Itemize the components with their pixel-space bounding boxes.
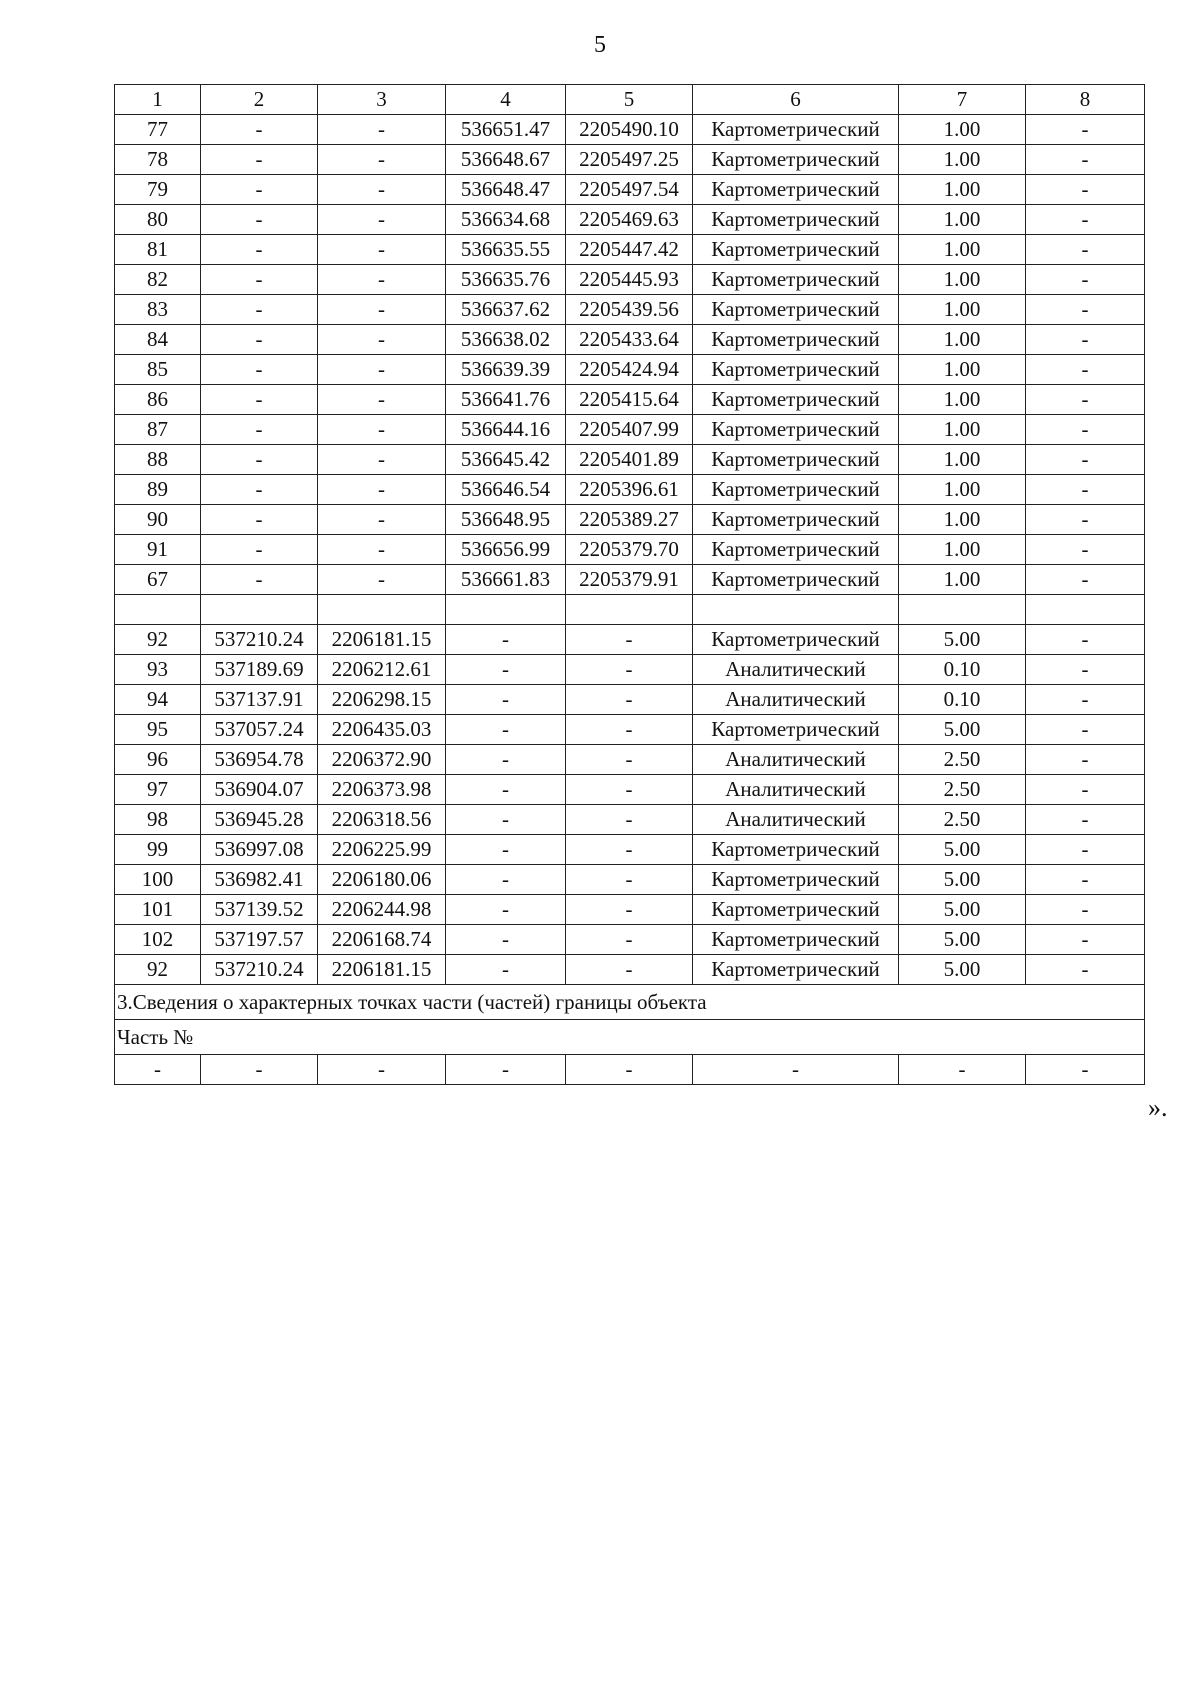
table-cell: -	[201, 115, 318, 145]
table-cell: -	[318, 535, 446, 565]
table-cell: 80	[115, 205, 201, 235]
table-cell: -	[446, 865, 566, 895]
table-cell: -	[446, 715, 566, 745]
table-cell: 536661.83	[446, 565, 566, 595]
table-cell: -	[1026, 565, 1145, 595]
table-cell: 2206373.98	[318, 775, 446, 805]
table-cell: 2.50	[899, 775, 1026, 805]
table-cell: 1.00	[899, 475, 1026, 505]
table-cell: 1.00	[899, 355, 1026, 385]
table-cell: Картометрический	[693, 355, 899, 385]
table-cell: -	[201, 415, 318, 445]
table-cell: -	[1026, 895, 1145, 925]
table-cell: 5.00	[899, 835, 1026, 865]
table-row	[115, 865, 1145, 895]
table-cell: -	[1026, 625, 1145, 655]
table-cell: -	[318, 385, 446, 415]
table-cell: Аналитический	[693, 745, 899, 775]
table-cell: 2.50	[899, 745, 1026, 775]
table-row	[115, 175, 1145, 205]
table-cell: Картометрический	[693, 175, 899, 205]
table-row	[115, 265, 1145, 295]
table-cell: -	[1026, 295, 1145, 325]
table-cell: -	[318, 205, 446, 235]
table-cell: -	[566, 865, 693, 895]
table-cell: Картометрический	[693, 715, 899, 745]
table-cell: 101	[115, 895, 201, 925]
table-cell: 1.00	[899, 145, 1026, 175]
header-cell: 3	[318, 85, 446, 115]
table-cell: Картометрический	[693, 475, 899, 505]
table-cell: -	[566, 835, 693, 865]
table-cell: -	[201, 565, 318, 595]
table-row	[115, 415, 1145, 445]
table-row	[115, 505, 1145, 535]
table-row	[115, 835, 1145, 865]
table-cell: Картометрический	[693, 895, 899, 925]
table-cell: 83	[115, 295, 201, 325]
table-cell: 2206168.74	[318, 925, 446, 955]
table-cell: 536904.07	[201, 775, 318, 805]
table-cell: -	[566, 715, 693, 745]
table-cell: -	[318, 1055, 446, 1085]
table-cell	[318, 595, 446, 625]
table-row	[115, 145, 1145, 175]
header-cell: 6	[693, 85, 899, 115]
table-cell: 2206318.56	[318, 805, 446, 835]
table-cell: Картометрический	[693, 625, 899, 655]
table-cell: -	[1026, 205, 1145, 235]
table-cell: -	[201, 325, 318, 355]
table-cell: -	[318, 235, 446, 265]
table-cell: -	[1026, 175, 1145, 205]
table-row	[115, 565, 1145, 595]
table-cell: 536982.41	[201, 865, 318, 895]
table-cell: -	[318, 295, 446, 325]
table-cell: -	[318, 475, 446, 505]
table-cell: 2206225.99	[318, 835, 446, 865]
table-cell: 81	[115, 235, 201, 265]
table-cell: 0.10	[899, 655, 1026, 685]
table-cell: -	[446, 655, 566, 685]
table-row	[115, 295, 1145, 325]
table-cell: -	[318, 565, 446, 595]
table-cell: 2206372.90	[318, 745, 446, 775]
table-row	[115, 895, 1145, 925]
table-cell: 1.00	[899, 115, 1026, 145]
header-cell: 2	[201, 85, 318, 115]
table-cell: 5.00	[899, 925, 1026, 955]
table-cell: 90	[115, 505, 201, 535]
table-cell: 1.00	[899, 445, 1026, 475]
table-cell: 2206298.15	[318, 685, 446, 715]
table-cell: -	[566, 655, 693, 685]
closing-quote: ».	[1148, 1093, 1168, 1122]
table-cell: -	[446, 835, 566, 865]
table-cell: -	[201, 385, 318, 415]
table-cell: -	[1026, 415, 1145, 445]
table-cell: 536634.68	[446, 205, 566, 235]
table-cell: -	[318, 175, 446, 205]
table-cell: 536641.76	[446, 385, 566, 415]
table-row	[115, 445, 1145, 475]
table-cell: 1.00	[899, 265, 1026, 295]
table-cell: 536635.55	[446, 235, 566, 265]
table-cell: 537137.91	[201, 685, 318, 715]
page-number: 5	[594, 32, 606, 58]
table-cell: -	[318, 115, 446, 145]
table-cell: -	[1026, 235, 1145, 265]
table-cell: 536635.76	[446, 265, 566, 295]
table-cell: Аналитический	[693, 685, 899, 715]
table-cell: 82	[115, 265, 201, 295]
table-cell: 2205396.61	[566, 475, 693, 505]
table-cell: 99	[115, 835, 201, 865]
table-cell: 536656.99	[446, 535, 566, 565]
table-cell: -	[566, 775, 693, 805]
table-cell: 2.50	[899, 805, 1026, 835]
table-row	[115, 205, 1145, 235]
table-cell: 94	[115, 685, 201, 715]
table-row	[115, 235, 1145, 265]
table-cell: -	[1026, 385, 1145, 415]
table-cell: 2206180.06	[318, 865, 446, 895]
table-cell: 2205389.27	[566, 505, 693, 535]
table-cell: -	[1026, 145, 1145, 175]
section-heading: 3.Сведения о характерных точках части (частей) границы объекта	[115, 985, 1145, 1020]
table-cell: -	[446, 685, 566, 715]
table-cell: -	[1026, 955, 1145, 985]
table-cell: -	[201, 235, 318, 265]
table-cell: -	[201, 355, 318, 385]
table-cell: -	[201, 505, 318, 535]
header-row	[115, 85, 1145, 115]
table-cell: -	[566, 955, 693, 985]
table-cell: -	[693, 1055, 899, 1085]
table-row	[115, 355, 1145, 385]
table-cell: 2205490.10	[566, 115, 693, 145]
table-cell	[693, 595, 899, 625]
table-cell: 97	[115, 775, 201, 805]
table-cell: -	[1026, 655, 1145, 685]
table-cell: -	[318, 355, 446, 385]
table-cell: 536651.47	[446, 115, 566, 145]
table-cell: 5.00	[899, 865, 1026, 895]
table-cell: 2205439.56	[566, 295, 693, 325]
table-cell: Картометрический	[693, 385, 899, 415]
table-cell: -	[446, 895, 566, 925]
table-cell: -	[566, 895, 693, 925]
table-cell: -	[446, 1055, 566, 1085]
table-cell: -	[318, 505, 446, 535]
table-cell: 537189.69	[201, 655, 318, 685]
table-cell: -	[201, 535, 318, 565]
table-cell	[201, 595, 318, 625]
table-cell: -	[1026, 925, 1145, 955]
table-cell: 537197.57	[201, 925, 318, 955]
table-cell: 1.00	[899, 415, 1026, 445]
table-cell: -	[201, 205, 318, 235]
table-cell: Аналитический	[693, 805, 899, 835]
table-cell: 87	[115, 415, 201, 445]
table-cell: -	[566, 1055, 693, 1085]
table-cell: -	[446, 625, 566, 655]
table-row	[115, 805, 1145, 835]
table-cell: Картометрический	[693, 955, 899, 985]
table-cell: 98	[115, 805, 201, 835]
table-cell: Картометрический	[693, 145, 899, 175]
table-cell: 2206181.15	[318, 625, 446, 655]
table-cell: 1.00	[899, 295, 1026, 325]
table-cell: 2205379.91	[566, 565, 693, 595]
table-cell: 2205497.54	[566, 175, 693, 205]
table-cell	[1026, 595, 1145, 625]
table-cell: 536637.62	[446, 295, 566, 325]
table-cell: -	[318, 445, 446, 475]
table-cell: 2205497.25	[566, 145, 693, 175]
table-cell: 96	[115, 745, 201, 775]
table-cell: -	[201, 1055, 318, 1085]
table-cell: 536648.95	[446, 505, 566, 535]
table-cell: 537057.24	[201, 715, 318, 745]
table-cell: 537139.52	[201, 895, 318, 925]
table-row	[115, 925, 1145, 955]
table-row	[115, 715, 1145, 745]
table-cell: Картометрический	[693, 295, 899, 325]
table-cell: 67	[115, 565, 201, 595]
table-cell: -	[1026, 115, 1145, 145]
table-cell: -	[318, 265, 446, 295]
table-cell: 2205415.64	[566, 385, 693, 415]
table-cell: 91	[115, 535, 201, 565]
table-cell: -	[1026, 505, 1145, 535]
table-cell: 1.00	[899, 205, 1026, 235]
table-cell: 1.00	[899, 565, 1026, 595]
table-row	[115, 535, 1145, 565]
table-cell: 2205447.42	[566, 235, 693, 265]
table-cell: -	[446, 805, 566, 835]
header-cell: 1	[115, 85, 201, 115]
table-cell: 85	[115, 355, 201, 385]
table-cell: 2205424.94	[566, 355, 693, 385]
table-row	[115, 745, 1145, 775]
table-cell: Картометрический	[693, 235, 899, 265]
table-cell: -	[1026, 475, 1145, 505]
table-cell: -	[446, 955, 566, 985]
table-cell: Картометрический	[693, 835, 899, 865]
table-cell: -	[446, 745, 566, 775]
table-cell: -	[318, 325, 446, 355]
table-cell: 5.00	[899, 715, 1026, 745]
table-cell: 93	[115, 655, 201, 685]
table-cell: 536646.54	[446, 475, 566, 505]
table-cell: Картометрический	[693, 325, 899, 355]
table-cell: -	[899, 1055, 1026, 1085]
table-cell: Картометрический	[693, 205, 899, 235]
part-label: Часть №	[115, 1020, 1145, 1055]
header-cell: 8	[1026, 85, 1145, 115]
table-cell: -	[1026, 535, 1145, 565]
table-cell: 102	[115, 925, 201, 955]
table-cell: 92	[115, 955, 201, 985]
table-row	[115, 685, 1145, 715]
table-cell: Картометрический	[693, 535, 899, 565]
table-cell: -	[115, 1055, 201, 1085]
table-cell: 95	[115, 715, 201, 745]
table-cell: -	[1026, 715, 1145, 745]
table-row	[115, 115, 1145, 145]
table-cell: 2205433.64	[566, 325, 693, 355]
table-cell: -	[318, 415, 446, 445]
coordinates-table	[114, 84, 1145, 1085]
table-cell: Картометрический	[693, 415, 899, 445]
table-cell: 536945.28	[201, 805, 318, 835]
table-cell: -	[1026, 805, 1145, 835]
table-cell: 92	[115, 625, 201, 655]
table-cell: 536644.16	[446, 415, 566, 445]
table-cell: Картометрический	[693, 505, 899, 535]
empty-row	[115, 1055, 1145, 1085]
table-cell: 79	[115, 175, 201, 205]
table-cell: -	[201, 265, 318, 295]
table-cell: -	[1026, 775, 1145, 805]
table-cell: -	[1026, 745, 1145, 775]
table-cell: Картометрический	[693, 265, 899, 295]
table-row	[115, 625, 1145, 655]
table-cell: 2205445.93	[566, 265, 693, 295]
table-cell: 88	[115, 445, 201, 475]
table-cell: -	[446, 775, 566, 805]
table-cell: -	[566, 805, 693, 835]
table-cell: 536648.47	[446, 175, 566, 205]
table-cell: 536954.78	[201, 745, 318, 775]
table-cell: 78	[115, 145, 201, 175]
blank-row	[115, 595, 1145, 625]
table-cell: -	[566, 745, 693, 775]
table-cell: 2205407.99	[566, 415, 693, 445]
table-cell: -	[1026, 445, 1145, 475]
table-cell: 1.00	[899, 385, 1026, 415]
table-cell: -	[566, 685, 693, 715]
table-cell: 537210.24	[201, 625, 318, 655]
table-cell: -	[201, 445, 318, 475]
table-cell: 5.00	[899, 955, 1026, 985]
header-cell: 7	[899, 85, 1026, 115]
header-cell: 5	[566, 85, 693, 115]
table-cell: 536645.42	[446, 445, 566, 475]
table-cell	[566, 595, 693, 625]
table-cell: Картометрический	[693, 115, 899, 145]
table-cell: -	[201, 145, 318, 175]
table-cell: -	[201, 295, 318, 325]
table-cell: -	[1026, 1055, 1145, 1085]
table-cell: 89	[115, 475, 201, 505]
table-cell: 537210.24	[201, 955, 318, 985]
table-cell: Картометрический	[693, 925, 899, 955]
table-cell: -	[318, 145, 446, 175]
table-row	[115, 325, 1145, 355]
table-cell: 1.00	[899, 505, 1026, 535]
table-cell: 2206212.61	[318, 655, 446, 685]
table-cell: -	[1026, 685, 1145, 715]
table-row	[115, 475, 1145, 505]
table-cell	[899, 595, 1026, 625]
table-cell: 2206181.15	[318, 955, 446, 985]
table-cell: 1.00	[899, 235, 1026, 265]
table-cell: -	[566, 925, 693, 955]
table-cell: -	[1026, 325, 1145, 355]
table-cell	[115, 595, 201, 625]
table-cell: -	[1026, 265, 1145, 295]
table-row	[115, 775, 1145, 805]
table-cell: -	[1026, 835, 1145, 865]
table-cell: 2205469.63	[566, 205, 693, 235]
table-cell: 0.10	[899, 685, 1026, 715]
table-cell: 2206435.03	[318, 715, 446, 745]
table-cell: 86	[115, 385, 201, 415]
table-cell: 2205379.70	[566, 535, 693, 565]
table-cell: 536638.02	[446, 325, 566, 355]
table-cell: -	[1026, 355, 1145, 385]
table-row	[115, 955, 1145, 985]
table-cell: 1.00	[899, 175, 1026, 205]
table-cell: 77	[115, 115, 201, 145]
table-row	[115, 655, 1145, 685]
table-cell: Картометрический	[693, 445, 899, 475]
table-cell: 2205401.89	[566, 445, 693, 475]
table-row	[115, 385, 1145, 415]
table-cell: -	[446, 925, 566, 955]
table-cell: 5.00	[899, 625, 1026, 655]
part-label-row	[115, 1020, 1145, 1055]
table-cell	[446, 595, 566, 625]
table-cell: 84	[115, 325, 201, 355]
table-body	[115, 85, 1145, 1085]
table-cell: -	[201, 475, 318, 505]
table-cell: -	[566, 625, 693, 655]
table-cell: 5.00	[899, 895, 1026, 925]
section-heading-row	[115, 985, 1145, 1020]
table-cell: 536639.39	[446, 355, 566, 385]
table-cell: Аналитический	[693, 655, 899, 685]
table-cell: 100	[115, 865, 201, 895]
table-cell: -	[201, 175, 318, 205]
table-cell: 1.00	[899, 325, 1026, 355]
table-cell: Аналитический	[693, 775, 899, 805]
table-cell: Картометрический	[693, 565, 899, 595]
header-cell: 4	[446, 85, 566, 115]
table-cell: -	[1026, 865, 1145, 895]
table-cell: 2206244.98	[318, 895, 446, 925]
table-cell: 1.00	[899, 535, 1026, 565]
table-cell: 536997.08	[201, 835, 318, 865]
table-cell: Картометрический	[693, 865, 899, 895]
table-cell: 536648.67	[446, 145, 566, 175]
